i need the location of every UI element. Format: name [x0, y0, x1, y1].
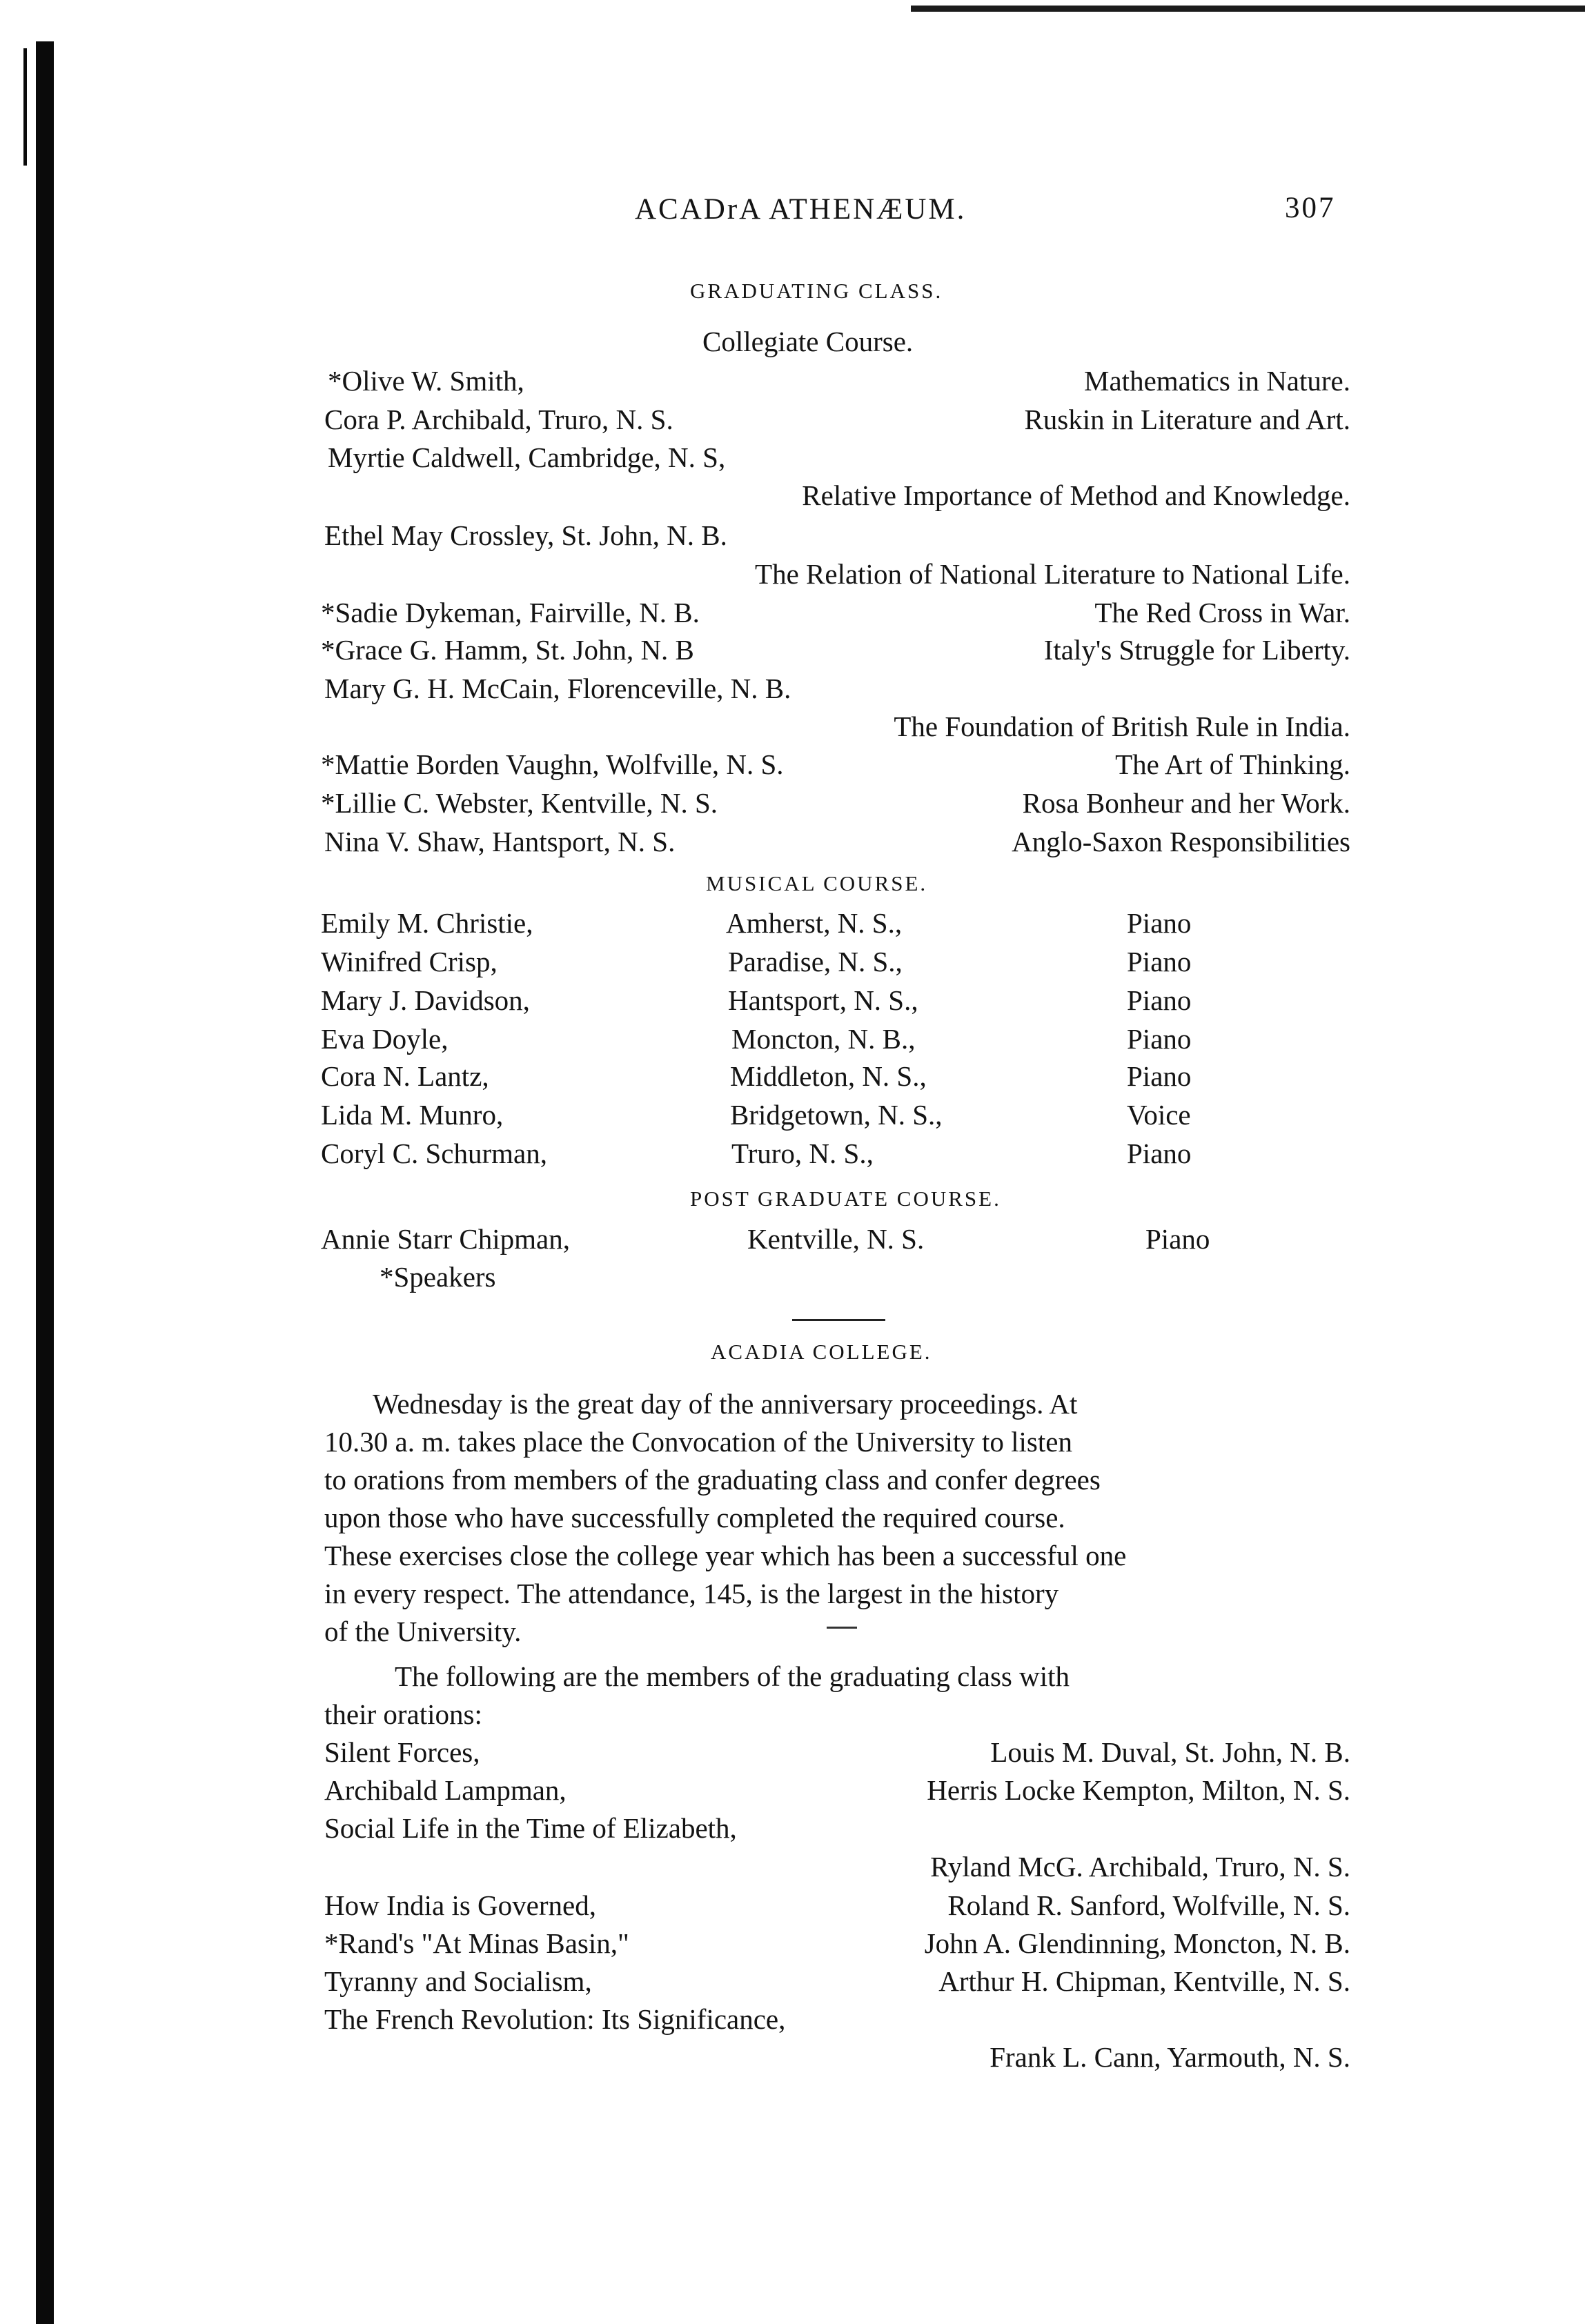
graduate-name: *Mattie Borden Vaughn, Wolfville, N. S.	[321, 748, 784, 780]
paragraph-line: The following are the members of the graduating class with	[395, 1660, 1070, 1692]
student-name: Coryl C. Schurman,	[321, 1138, 547, 1169]
oration-speaker: Louis M. Duval, St. John, N. B.	[990, 1736, 1350, 1768]
oration-speaker: Arthur H. Chipman, Kentville, N. S.	[938, 1965, 1350, 1997]
graduate-name: Mary G. H. McCain, Florenceville, N. B.	[324, 673, 791, 704]
student-town: Hantsport, N. S.,	[728, 984, 918, 1016]
student-town: Truro, N. S.,	[731, 1138, 874, 1169]
oration-title: How India is Governed,	[324, 1889, 596, 1921]
section-divider	[792, 1319, 885, 1321]
oration-title: Silent Forces,	[324, 1736, 480, 1768]
student-instrument: Piano	[1127, 984, 1192, 1016]
speakers-note: *Speakers	[380, 1261, 496, 1293]
section-heading-musical: MUSICAL COURSE.	[706, 871, 928, 895]
oration-title: Relative Importance of Method and Knowledge.	[802, 479, 1350, 511]
student-instrument: Piano	[1127, 907, 1192, 939]
student-instrument: Piano	[1127, 1023, 1192, 1055]
oration-title: Anglo-Saxon Responsibilities	[1012, 826, 1350, 857]
student-name: Lida M. Munro,	[321, 1099, 504, 1131]
page-number: 307	[1285, 192, 1336, 224]
graduate-name: *Lillie C. Webster, Kentville, N. S.	[321, 787, 718, 819]
paragraph-line: of the University.	[324, 1616, 522, 1647]
oration-speaker: John A. Glendinning, Moncton, N. B.	[924, 1927, 1350, 1959]
student-instrument: Piano	[1127, 1138, 1192, 1169]
student-name: Annie Starr Chipman,	[321, 1223, 570, 1255]
paragraph-line: These exercises close the college year which has been a successful one	[324, 1540, 1127, 1571]
oration-speaker: Ryland McG. Archibald, Truro, N. S.	[930, 1851, 1350, 1883]
student-instrument: Piano	[1127, 1060, 1192, 1092]
paragraph-line: upon those who have successfully completed the required course.	[324, 1502, 1065, 1533]
student-town: Middleton, N. S.,	[730, 1060, 927, 1092]
student-town: Bridgetown, N. S.,	[730, 1099, 943, 1131]
graduate-name: Ethel May Crossley, St. John, N. B.	[324, 519, 727, 551]
paragraph-line: in every respect. The attendance, 145, is the largest in the history	[324, 1578, 1059, 1609]
oration-title: The Art of Thinking.	[1115, 748, 1350, 780]
student-name: Mary J. Davidson,	[321, 984, 530, 1016]
graduate-name: Nina V. Shaw, Hantsport, N. S.	[324, 826, 676, 857]
oration-speaker: Frank L. Cann, Yarmouth, N. S.	[990, 2041, 1350, 2073]
student-instrument: Piano	[1127, 946, 1192, 977]
oration-title: The French Revolution: Its Significance,	[324, 2003, 786, 2035]
oration-speaker: Roland R. Sanford, Wolfville, N. S.	[947, 1889, 1350, 1921]
student-instrument: Piano	[1145, 1223, 1210, 1255]
page-binding-mark	[23, 48, 27, 166]
student-name: Winifred Crisp,	[321, 946, 498, 977]
oration-title: The Relation of National Literature to National Life.	[755, 558, 1350, 590]
oration-title: *Rand's "At Minas Basin,"	[324, 1927, 629, 1959]
graduate-name: *Sadie Dykeman, Fairville, N. B.	[321, 597, 700, 628]
oration-title: Mathematics in Nature.	[1084, 365, 1350, 397]
oration-title: Tyranny and Socialism,	[324, 1965, 592, 1997]
oration-speaker: Herris Locke Kempton, Milton, N. S.	[927, 1774, 1350, 1806]
section-heading-postgrad: POST GRADUATE COURSE.	[690, 1186, 1001, 1211]
section-heading-college: ACADIA COLLEGE.	[711, 1340, 932, 1364]
oration-title: Archibald Lampman,	[324, 1774, 567, 1806]
running-title: ACADrA ATHENÆUM.	[635, 193, 967, 226]
student-town: Kentville, N. S.	[747, 1223, 925, 1255]
student-town: Paradise, N. S.,	[728, 946, 903, 977]
oration-title: The Red Cross in War.	[1094, 597, 1350, 628]
graduate-name: Cora P. Archibald, Truro, N. S.	[324, 404, 673, 435]
paragraph-line: 10.30 a. m. takes place the Convocation of the University to listen	[324, 1426, 1072, 1458]
subheading-collegiate: Collegiate Course.	[702, 326, 914, 357]
graduate-name: *Grace G. Hamm, St. John, N. B	[321, 634, 694, 666]
oration-title: Ruskin in Literature and Art.	[1024, 404, 1350, 435]
student-name: Eva Doyle,	[321, 1023, 449, 1055]
paragraph-line: to orations from members of the graduating class and confer degrees	[324, 1464, 1101, 1496]
paragraph-line: Wednesday is the great day of the anniversary proceedings. At	[373, 1388, 1078, 1420]
student-name: Emily M. Christie,	[321, 907, 533, 939]
underline-mark	[827, 1627, 857, 1629]
oration-title: Social Life in the Time of Elizabeth,	[324, 1812, 737, 1844]
paragraph-line: their orations:	[324, 1698, 482, 1730]
student-town: Amherst, N. S.,	[726, 907, 903, 939]
student-instrument: Voice	[1127, 1099, 1191, 1131]
page-binding-edge	[36, 41, 54, 2324]
oration-title: Rosa Bonheur and her Work.	[1022, 787, 1350, 819]
student-town: Moncton, N. B.,	[731, 1023, 916, 1055]
graduate-name: Myrtie Caldwell, Cambridge, N. S,	[328, 441, 726, 473]
oration-title: Italy's Struggle for Liberty.	[1043, 634, 1350, 666]
student-name: Cora N. Lantz,	[321, 1060, 489, 1092]
scan-top-border	[911, 6, 1585, 12]
oration-title: The Foundation of British Rule in India.	[894, 711, 1350, 742]
graduate-name: *Olive W. Smith,	[328, 365, 524, 397]
section-heading-graduating: GRADUATING CLASS.	[690, 279, 943, 303]
